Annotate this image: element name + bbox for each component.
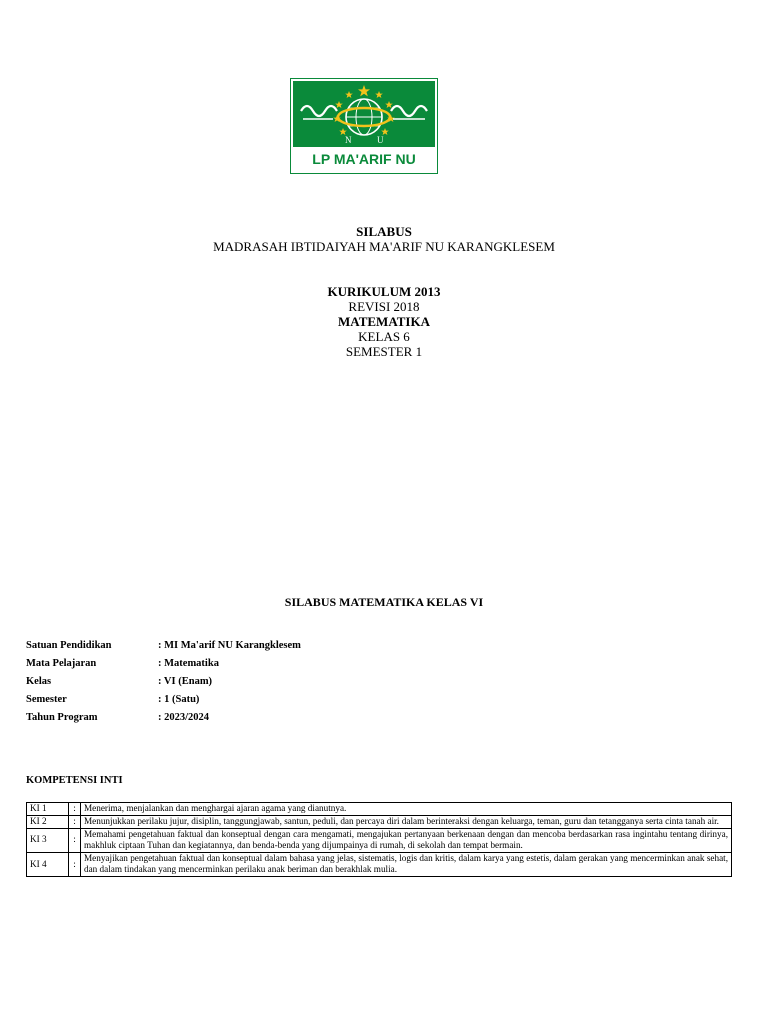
logo-caption: LP MA'ARIF NU — [312, 151, 416, 167]
info-value: : 1 (Satu) — [158, 694, 200, 705]
subject: MATEMATIKA — [338, 314, 430, 329]
section-title: SILABUS MATEMATIKA KELAS VI — [284, 595, 484, 609]
info-label: Kelas — [26, 676, 52, 687]
school-name: MADRASAH IBTIDAIYAH MA'ARIF NU KARANGKLESEM — [213, 239, 555, 254]
globe-icon — [293, 81, 435, 147]
info-label: Satuan Pendidikan — [26, 640, 112, 651]
info-label: Tahun Program — [26, 712, 98, 723]
lp-maarif-nu-logo — [290, 78, 438, 174]
info-label: Mata Pelajaran — [26, 658, 97, 669]
ki-text: Menerima, menjalankan dan menghargai ajaran agama yang dianutnya. — [81, 803, 732, 816]
grade: KELAS 6 — [358, 329, 410, 344]
ki-code: KI 4 — [27, 852, 69, 876]
revision: REVISI 2018 — [348, 299, 420, 314]
ki-code: KI 1 — [27, 803, 69, 816]
ki-separator: : — [69, 852, 81, 876]
svg-text:U: U — [377, 135, 384, 145]
ki-separator: : — [69, 803, 81, 816]
info-value: : VI (Enam) — [158, 676, 213, 687]
table-row — [27, 816, 732, 829]
ki-code: KI 3 — [27, 828, 69, 852]
ki-text: Menunjukkan perilaku jujur, disiplin, tanggungjawab, santun, peduli, dan percaya diri dalam berinteraksi dengan keluarga, teman, guru dan tetangganya serta cinta tanah air. — [81, 816, 732, 829]
ki-separator: : — [69, 828, 81, 852]
ki-text: Memahami pengetahuan faktual dan konseptual dengan cara mengamati, mengajukan pertanyaan berkenaan dengan dan mencoba berdasarkan rasa ingintahu tentang dirinya, makhluk ciptaan Tuhan dan kegiatannya, dan benda-benda yang dijumpainya di rumah, di sekolah dan tempat bermain. — [81, 828, 732, 852]
curriculum: KURIKULUM 2013 — [327, 284, 441, 299]
document-title: SILABUS — [356, 224, 412, 239]
ki-separator: : — [69, 816, 81, 829]
info-label: Semester — [26, 694, 67, 705]
semester: SEMESTER 1 — [345, 344, 423, 359]
ki-text: Menyajikan pengetahuan faktual dan konseptual dalam bahasa yang jelas, sistematis, logis dan kritis, dalam karya yang estetis, dalam gerakan yang mencerminkan anak sehat, dan dalam tindakan yang mencerminkan perilaku anak beriman dan berakhlak mulia. — [81, 852, 732, 876]
info-value: : MI Ma'arif NU Karangklesem — [158, 640, 301, 651]
info-value: : Matematika — [158, 658, 219, 669]
kompetensi-inti-title: KOMPETENSI INTI — [26, 775, 123, 786]
nu-emblem — [293, 81, 435, 147]
table-row — [27, 803, 732, 816]
kompetensi-inti-table — [26, 802, 732, 877]
table-row — [27, 852, 732, 876]
svg-text:N: N — [345, 135, 352, 145]
table-row — [27, 828, 732, 852]
info-value: : 2023/2024 — [158, 712, 210, 723]
stars-icon — [333, 85, 395, 135]
ki-code: KI 2 — [27, 816, 69, 829]
